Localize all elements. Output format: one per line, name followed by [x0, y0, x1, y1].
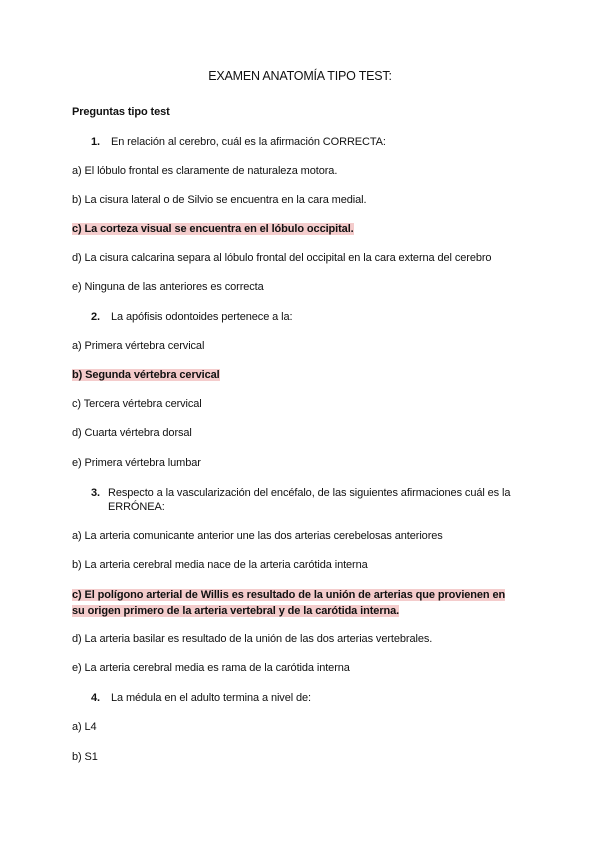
correct-answer-highlight-line2: su origen primero de la arteria vertebral y de la carótida interna. — [72, 605, 400, 617]
question-text: La médula en el adulto termina a nivel de: — [110, 692, 312, 704]
correct-answer-highlight: b) Segunda vértebra cervical — [72, 369, 220, 381]
q3-option-d: d) La arteria basilar es resultado de la unión de las dos arterias vertebrales. — [72, 633, 433, 645]
question-number: 1. — [91, 136, 100, 148]
q1-option-e: e) Ninguna de las anteriores es correcta — [72, 281, 264, 293]
q3-option-e: e) La arteria cerebral media es rama de la carótida interna — [72, 662, 350, 674]
q3-option-b: b) La arteria cerebral media nace de la arteria carótida interna — [72, 559, 368, 571]
q4-option-b: b) S1 — [72, 751, 98, 763]
q2-option-e: e) Primera vértebra lumbar — [72, 457, 201, 469]
question-text: En relación al cerebro, cuál es la afirmación CORRECTA: — [110, 136, 386, 148]
question-3 — [91, 486, 531, 514]
question-text: La apófisis odontoides pertenece a la: — [110, 311, 293, 323]
section-subtitle: Preguntas tipo test — [72, 106, 170, 118]
q1-option-a: a) El lóbulo frontal es claramente de naturaleza motora. — [72, 165, 338, 177]
q1-option-c-correct — [72, 222, 354, 236]
question-2 — [91, 310, 292, 324]
q1-option-d: d) La cisura calcarina separa al lóbulo frontal del occipital en la cara externa del cerebro — [72, 252, 492, 264]
question-number: 3. — [91, 487, 100, 499]
question-text: Respecto a la vascularización del encéfalo, de las siguientes afirmaciones cuál es la — [108, 487, 511, 499]
question-text-continuation: ERRÓNEA: — [108, 501, 165, 513]
question-1 — [91, 135, 386, 149]
exam-title: EXAMEN ANATOMÍA TIPO TEST: — [208, 69, 392, 83]
q3-option-a: a) La arteria comunicante anterior une las dos arterias cerebelosas anteriores — [72, 530, 443, 542]
q2-option-c: c) Tercera vértebra cervical — [72, 398, 202, 410]
question-number: 4. — [91, 692, 100, 704]
q2-option-a: a) Primera vértebra cervical — [72, 340, 205, 352]
question-4 — [91, 691, 311, 705]
q2-option-b-correct — [72, 368, 220, 382]
correct-answer-highlight: c) La corteza visual se encuentra en el lóbulo occipital. — [72, 223, 354, 235]
q4-option-a: a) L4 — [72, 721, 97, 733]
question-number: 2. — [91, 311, 100, 323]
q1-option-b: b) La cisura lateral o de Silvio se encuentra en la cara medial. — [72, 194, 367, 206]
q3-option-c-correct — [72, 587, 532, 619]
correct-answer-highlight: c) El polígono arterial de Willis es resultado de la unión de arterias que provienen en — [72, 589, 506, 601]
q2-option-d: d) Cuarta vértebra dorsal — [72, 427, 192, 439]
